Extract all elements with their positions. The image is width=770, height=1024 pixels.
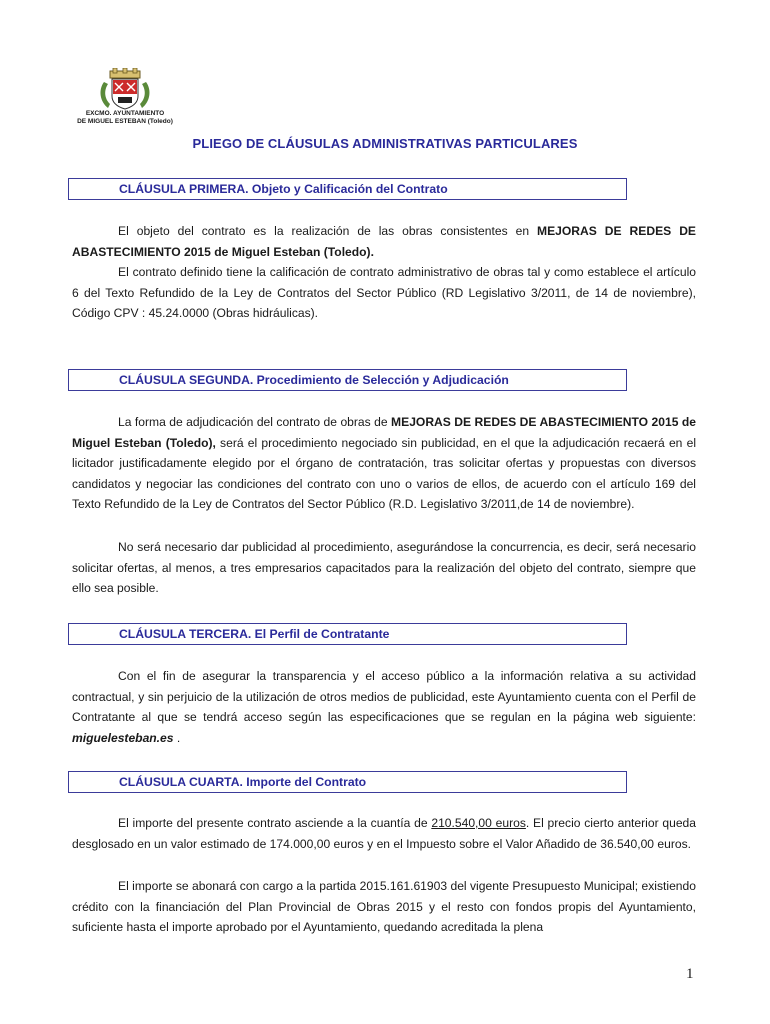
clause-3-p1-text: Con el fin de asegurar la transparencia y el acceso público a la información relativa a su actividad contractual, y sin perjuicio de la utilización de otros medios de publicidad, este Ayuntamiento cuenta con el Perfil de Contratante al que se tendrá acceso según las especificaciones que se regulan en la página web siguiente:: [72, 669, 696, 725]
clause-1-paragraph-1: [72, 221, 696, 262]
website-link[interactable]: miguelesteban.es: [72, 730, 174, 745]
clause-2-paragraph-1: [72, 412, 696, 515]
clause-4-p1-text: El importe del presente contrato asciende a la cuantía de: [118, 816, 432, 830]
clause-1-heading: CLÁUSULA PRIMERA. Objeto y Calificación del Contrato: [119, 182, 448, 196]
clause-2-p1-rest: será el procedimiento negociado sin publicidad, en el que la adjudicación recaerá en el licitador justificadamente elegido por el órgano de contratación, tras solicitar ofertas y propuestas con diversos candidatos y negociar las condiciones del contrato con uno o varios de ellos, de acuerdo con el artículo 169 del Texto Refundido de la Ley de Contratos del Sector Público (R.D. Legislativo 3/2011,de 14 de noviembre).: [72, 435, 697, 512]
clause-1-heading-box: [68, 178, 627, 200]
clause-2-p1-text: La forma de adjudicación del contrato de obras de: [118, 415, 392, 429]
clause-4-heading: CLÁUSULA CUARTA. Importe del Contrato: [119, 775, 367, 789]
contract-amount: 210.540,00 euros: [431, 816, 526, 830]
clause-4-heading-box: [68, 771, 627, 793]
coat-of-arms-icon: [96, 68, 154, 110]
logo-text-line-1: EXCMO. AYUNTAMIENTO: [85, 110, 165, 117]
clause-3-heading: CLÁUSULA TERCERA. El Perfil de Contratante: [119, 627, 390, 641]
clause-2-project-name: MEJORAS DE REDES DE ABASTECIMIENTO 2015 de Miguel Esteban (Toledo),: [72, 415, 696, 450]
clause-1-p1-text: El objeto del contrato es la realización de las obras consistentes en: [118, 224, 538, 238]
municipal-logo: [70, 68, 180, 125]
clause-2-heading-box: [68, 369, 627, 391]
clause-2-heading: CLÁUSULA SEGUNDA. Procedimiento de Selección y Adjudicación: [119, 373, 509, 387]
page-number: 1: [686, 966, 694, 982]
clause-3-paragraph-1: [72, 666, 696, 748]
document-title: PLIEGO DE CLÁUSULAS ADMINISTRATIVAS PARTICULARES: [192, 136, 578, 151]
logo-text-line-2: DE MIGUEL ESTEBAN (Toledo): [77, 117, 173, 125]
clause-2-paragraph-2: No será necesario dar publicidad al procedimiento, asegurándose la concurrencia, es decir, será necesario solicitar ofertas, al menos, a tres empresarios capacitados para la realización del objeto del contrato, siempre que ello sea posible.: [72, 540, 696, 596]
clause-4-p1-rest: . El precio cierto anterior queda desglosado en un valor estimado de 174.000,00 euros y en el Impuesto sobre el Valor Añadido de 36.540,00 euros.: [72, 816, 697, 851]
clause-3-p1-rest: .: [173, 730, 181, 745]
clause-4-paragraph-1: [72, 813, 696, 854]
clause-4-paragraph-2: El importe se abonará con cargo a la partida 2015.161.61903 del vigente Presupuesto Municipal; existiendo crédito con la financiación del Plan Provincial de Obras 2015 y el resto con fondos propis del Ayuntamiento, suficiente hasta el importe aprobado por el Ayuntamiento, quedando acreditada la plena: [72, 879, 696, 935]
clause-1-paragraph-2: El contrato definido tiene la calificación de contrato administrativo de obras tal y como establece el artículo 6 del Texto Refundido de la Ley de Contratos del Sector Público (RD Legislativo 3/2011, de 14 de noviembre), Código CPV : 45.24.0000 (Obras hidráulicas).: [72, 265, 696, 321]
clause-3-heading-box: [68, 623, 627, 645]
clause-1-project-name: MEJORAS DE REDES DE ABASTECIMIENTO 2015 de Miguel Esteban (Toledo).: [72, 224, 696, 259]
